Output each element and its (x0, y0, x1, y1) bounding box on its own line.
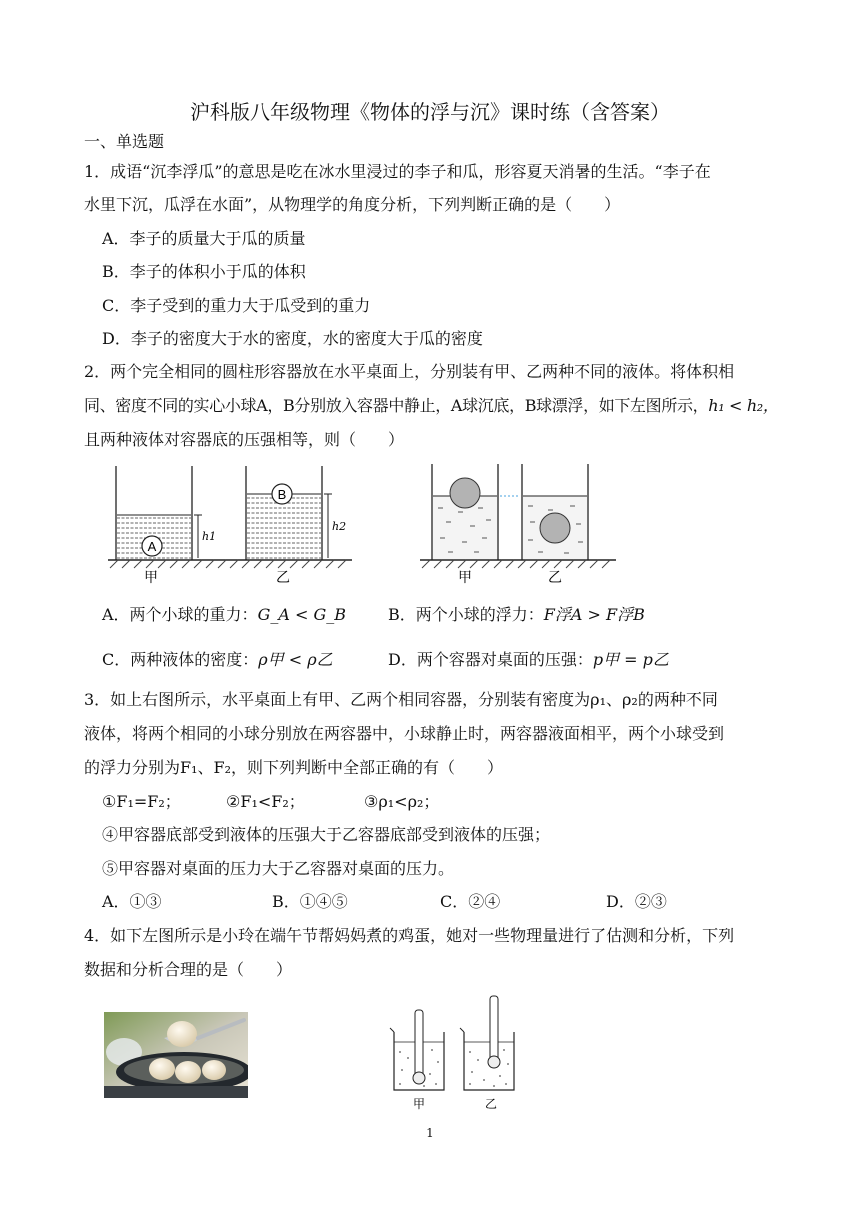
q2-option-d (388, 650, 669, 670)
q1-option-c: C．李子受到的重力大于瓜受到的重力 (102, 296, 371, 315)
q1-option-b: B．李子的体积小于瓜的体积 (102, 262, 306, 281)
q4-stem-line1: 4．如下左图所示是小玲在端午节帮妈妈煮的鸡蛋，她对一些物理量进行了估测和分析，下列 (84, 926, 735, 945)
q2-stem-line1: 2．两个完全相同的圆柱形容器放在水平桌面上，分别装有甲、乙两种不同的液体。将体积相 (84, 362, 735, 381)
ball-b-label: B (277, 487, 287, 502)
q2-option-b-math: F浮A > F浮B (543, 605, 645, 624)
q2-option-c-text: C．两种液体的密度： (102, 650, 259, 669)
q3-statement-4: ④甲容器底部受到液体的压强大于乙容器底部受到液体的压强； (102, 825, 551, 844)
q2-option-d-text: D．两个容器对桌面的压强： (388, 650, 593, 669)
q3-option-c: C．②④ (440, 892, 501, 911)
q2-option-a-math: G_A < G_B (257, 605, 347, 624)
label-yi: 乙 (276, 570, 290, 586)
figure-containers-ab (100, 458, 360, 588)
page-number: 1 (426, 1126, 434, 1140)
q1-stem-line2: 水里下沉，瓜浮在水面”，从物理学的角度分析，下列判断正确的是（ ） (84, 195, 621, 214)
h1-label: h1 (202, 530, 217, 543)
q1-stem-line1: 1．成语“沉李浮瓜”的意思是吃在冰水里浸过的李子和瓜，形容夏天消暑的生活。“李子在 (84, 162, 711, 181)
q3-statement-5: ⑤甲容器对桌面的压力大于乙容器对桌面的压力。 (102, 859, 455, 878)
q2-option-d-math: p甲 = p乙 (592, 650, 669, 669)
q3-statement-1: ①F₁=F₂； (102, 792, 181, 811)
q2-option-b-text: B．两个小球的浮力： (388, 605, 544, 624)
q1-option-d: D．李子的密度大于水的密度，水的密度大于瓜的密度 (102, 329, 483, 348)
label-jia: 甲 (144, 570, 158, 586)
q3-option-d: D．②③ (606, 892, 667, 911)
q3-option-b: B．①④⑤ (272, 892, 348, 911)
densimeter-label-yi: 乙 (485, 1097, 498, 1111)
q2-option-c-math: ρ甲 < ρ乙 (258, 650, 333, 669)
q2-option-a-text: A．两个小球的重力： (102, 605, 258, 624)
figure-densimeters (386, 992, 526, 1114)
label-jia-right: 甲 (458, 570, 472, 586)
q3-stem-line3: 的浮力分别为F₁、F₂，则下列判断中全部正确的有（ ） (84, 758, 504, 777)
q2-stem-line3: 且两种液体对容器底的压强相等，则（ ） (84, 430, 405, 449)
section-heading: 一、单选题 (84, 132, 165, 151)
figure-containers-balls (418, 458, 618, 588)
q2-option-b (388, 605, 645, 625)
boiled-eggs-photo (104, 1012, 248, 1098)
ball-a-label: A (147, 539, 157, 554)
q3-option-a: A．①③ (102, 892, 162, 911)
q3-stem-line2: 液体，将两个相同的小球分别放在两容器中，小球静止时，两容器液面相平，两个小球受到 (84, 724, 725, 743)
q2-height-relation: h₁ < h₂， (708, 396, 779, 415)
h2-label: h2 (332, 520, 347, 533)
q2-option-c (102, 650, 333, 670)
label-yi-right: 乙 (548, 570, 562, 586)
document-title: 沪科版八年级物理《物体的浮与沉》课时练（含答案） (190, 100, 670, 124)
densimeter-label-jia: 甲 (413, 1097, 426, 1111)
q3-statement-2: ②F₁<F₂； (226, 792, 305, 811)
q2-stem-line2 (84, 396, 779, 416)
q2-option-a (102, 605, 346, 625)
q2-stem-line2-text: 同、密度不同的实心小球A，B分别放入容器中静止，A球沉底，B球漂浮，如下左图所示， (84, 396, 709, 415)
q1-option-a: A．李子的质量大于瓜的质量 (102, 229, 306, 248)
q3-statement-3: ③ρ₁<ρ₂； (364, 792, 440, 811)
q3-stem-line1: 3．如上右图所示，水平桌面上有甲、乙两个相同容器，分别装有密度为ρ₁、ρ₂的两种不同 (84, 690, 718, 709)
q4-stem-line2: 数据和分析合理的是（ ） (84, 960, 293, 979)
